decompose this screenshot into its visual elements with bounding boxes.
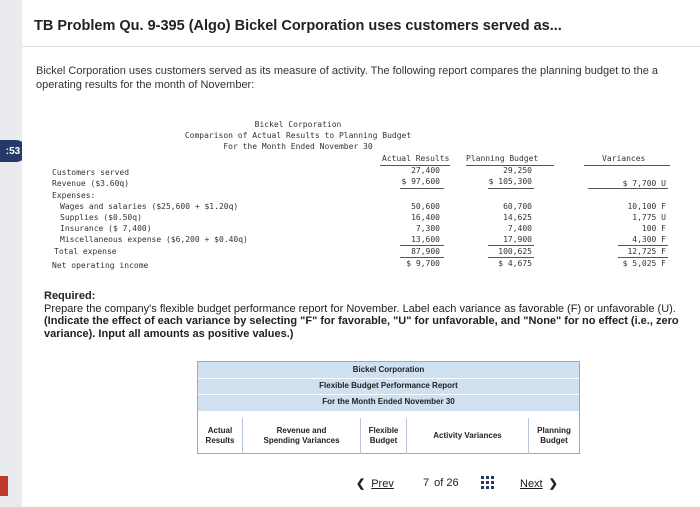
row-actual: 87,900 [411,247,440,256]
report-period: For the Month Ended November 30 [223,142,373,151]
col-actual-results: Actual Results [382,154,450,163]
row-actual: 50,600 [411,202,440,211]
report-company: Bickel Corporation [254,120,342,129]
row-label: Expenses: [52,191,96,200]
row-planning: 17,900 [503,235,532,244]
row-label: Miscellaneous expense ($6,200 + $0.40q) [60,235,248,244]
required-section [44,290,694,340]
chevron-right-icon: ❯ [548,478,558,490]
row-label: Revenue ($3.60q) [52,179,130,188]
table-period: For the Month Ended November 30 [322,397,455,406]
row-variance: 10,100 F [627,202,666,211]
flag-marker [0,476,8,496]
timer-badge: :53 [0,140,26,162]
col-planning-line1: Planning [537,426,571,435]
row-actual: $ 9,700 [406,259,440,268]
question-title: TB Problem Qu. 9-395 (Algo) Bickel Corporation uses customers served as... [34,18,562,34]
col-variances: Variances [602,154,646,163]
col-revenue-line2: Spending Variances [263,436,340,445]
col-revenue-line1: Revenue and [276,426,327,435]
underline [488,245,534,246]
row-planning: 14,625 [503,213,532,222]
required-heading: Required: [44,290,96,302]
row-variance: 12,725 F [627,247,666,256]
row-variance: 100 F [641,224,666,233]
left-sidebar [0,0,22,507]
intro-line-1: Bickel Corporation uses customers served as its measure of activity. The following report compares the planning budget to the a [36,65,659,77]
question-intro [36,64,696,92]
intro-line-2: operating results for the month of November: [36,79,255,91]
page-total: of 26 [434,477,459,489]
row-label: Total expense [54,247,117,256]
row-planning: $ 105,300 [488,177,532,186]
row-label: Insurance ($ 7,400) [60,224,152,233]
underline [584,165,670,166]
row-variance: 4,300 F [632,235,666,244]
col-planning-budget [528,418,579,454]
required-text: Prepare the company's flexible budget performance report for November. Label each variance as favorable (F) or unfavorable (U). [44,302,676,315]
report-title: Comparison of Actual Results to Planning Budget [184,131,412,140]
row-label: Net operating income [52,261,149,270]
row-planning: $ 4,675 [498,259,532,268]
underline [400,188,444,189]
chevron-left-icon: ❮ [356,478,366,490]
col-actual-results [198,418,242,454]
row-label: Supplies ($0.50q) [60,213,142,222]
row-label: Wages and salaries ($25,600 + $1.20q) [60,202,239,211]
row-planning: 100,625 [498,247,532,256]
col-planning-line2: Budget [540,436,568,445]
row-variance: 1,775 U [632,213,666,222]
underline [488,257,534,258]
underline [618,245,668,246]
next-button[interactable] [520,477,558,490]
col-flexible-line2: Budget [369,436,398,445]
underline [400,257,444,258]
row-actual: $ 97,600 [401,177,440,186]
underline [488,188,534,189]
table-title: Flexible Budget Performance Report [319,381,458,390]
col-revenue-spending-variances [242,418,360,454]
row-actual: 13,600 [411,235,440,244]
underline [618,257,668,258]
underline [400,245,444,246]
col-flexible-budget [360,418,406,454]
row-planning: 29,250 [503,166,532,175]
grid-icon[interactable] [481,476,495,490]
underline [588,188,668,189]
col-activity-variances [406,418,528,454]
row-label: Customers served [52,168,130,177]
col-flexible-line1: Flexible [368,426,399,435]
col-actual-line1: Actual [207,426,233,435]
row-planning: 60,700 [503,202,532,211]
prev-link[interactable]: Prev [371,478,394,490]
row-variance: $ 7,700 U [622,179,666,188]
next-link[interactable]: Next [520,478,543,490]
required-instruction: (Indicate the effect of each variance by selecting "F" for favorable, "U" for unfavorable, and "None" for no effect (i.e., zero variance). Input all amounts as positive values.) [44,315,679,340]
question-panel [22,0,700,507]
comparison-report [48,120,688,280]
col-actual-line2: Results [205,436,235,445]
current-page: 7 [423,477,430,489]
row-actual: 27,400 [411,166,440,175]
page-indicator [423,477,459,489]
prev-button[interactable] [356,477,394,490]
row-variance: $ 5,025 F [622,259,666,268]
header-divider [22,46,700,47]
col-activity-line1: Activity Variances [433,431,502,440]
flexible-budget-table [197,361,580,454]
table-company: Bickel Corporation [352,365,425,374]
row-actual: 16,400 [411,213,440,222]
col-planning-budget: Planning Budget [466,154,539,163]
row-planning: 7,400 [507,224,532,233]
row-actual: 7,300 [415,224,440,233]
